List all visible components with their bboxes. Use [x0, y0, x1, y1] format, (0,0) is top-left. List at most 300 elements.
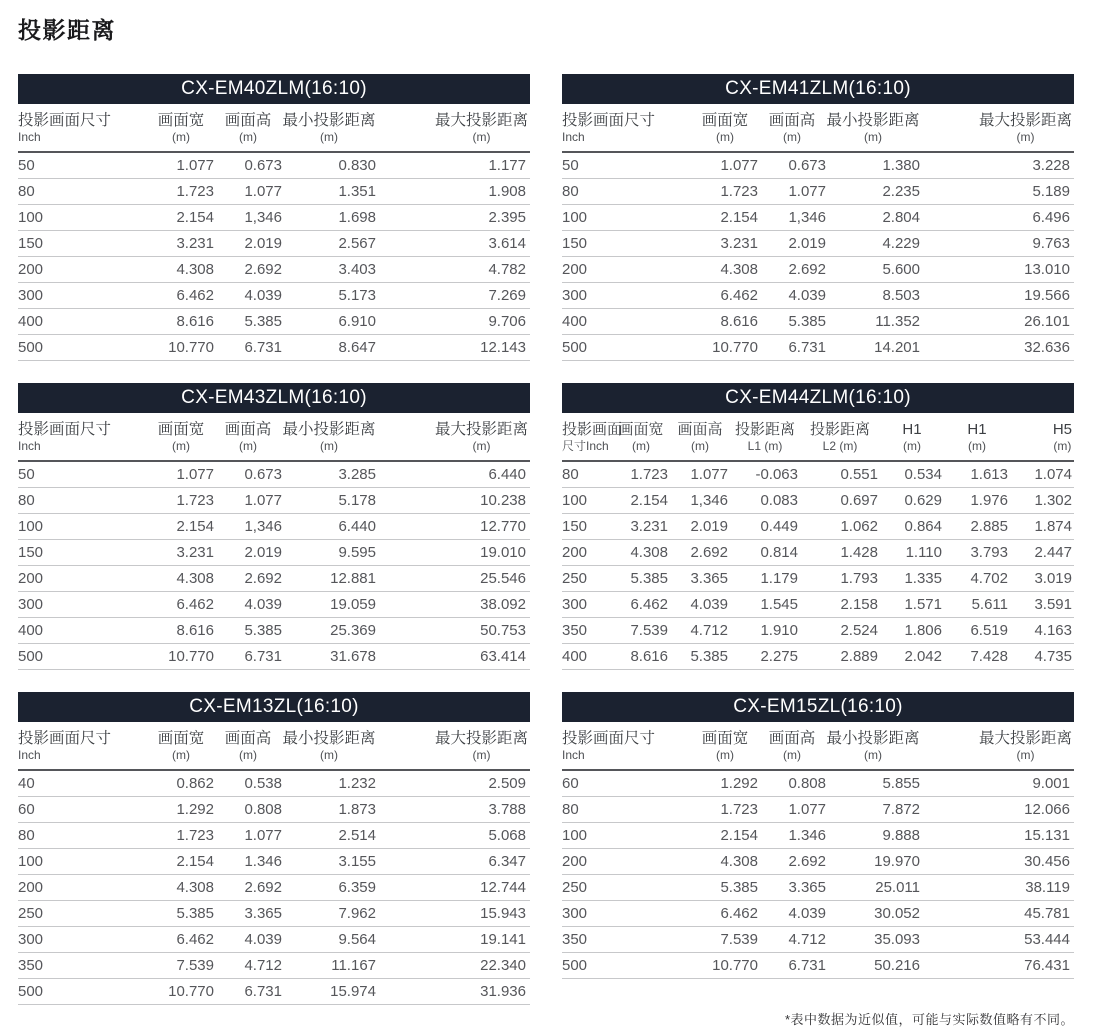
- size-cell: 500: [18, 335, 148, 361]
- column-header-unit: (m): [782, 748, 801, 762]
- table-row: [18, 979, 530, 1005]
- table-row: [562, 592, 1074, 618]
- value-cell: 3.788: [376, 797, 530, 823]
- value-cell: 4.039: [670, 592, 730, 618]
- column-header: [18, 722, 148, 770]
- column-header: [1010, 413, 1074, 461]
- value-cell: 3.591: [1010, 592, 1074, 618]
- column-header: [562, 722, 692, 770]
- column-header-label: 最大投影距离: [978, 730, 1072, 747]
- value-cell: 4.702: [944, 566, 1010, 592]
- column-header-row: [562, 104, 1074, 152]
- table-title: CX-EM41ZLM(16:10): [725, 78, 911, 99]
- value-cell: 0.534: [880, 461, 944, 488]
- size-cell: 200: [562, 849, 692, 875]
- column-header-label: 投影画面: [562, 421, 623, 438]
- value-cell: 5.385: [692, 875, 758, 901]
- value-cell: 0.538: [214, 770, 282, 797]
- value-cell: 0.697: [800, 488, 880, 514]
- value-cell: 1.346: [758, 823, 826, 849]
- value-cell: 0.551: [800, 461, 880, 488]
- value-cell: 25.369: [282, 618, 376, 644]
- value-cell: 1.910: [730, 618, 800, 644]
- value-cell: 4.163: [1010, 618, 1074, 644]
- column-header-label: 投影画面尺寸: [562, 112, 656, 129]
- value-cell: 12.770: [376, 514, 530, 540]
- value-cell: 0.673: [214, 152, 282, 179]
- value-cell: 6.731: [758, 335, 826, 361]
- value-cell: 3.155: [282, 849, 376, 875]
- size-cell: 250: [562, 566, 612, 592]
- value-cell: 8.616: [692, 309, 758, 335]
- table-row: [562, 309, 1074, 335]
- column-header-wrap: [282, 420, 375, 453]
- column-header-label: 投影画面尺寸: [18, 730, 112, 747]
- spec-table-grid: [562, 722, 1074, 979]
- value-cell: 0.808: [758, 770, 826, 797]
- table-row: [18, 540, 530, 566]
- column-header: [18, 413, 148, 461]
- value-cell: 31.678: [282, 644, 376, 670]
- value-cell: 8.616: [148, 618, 214, 644]
- value-cell: 1.077: [214, 179, 282, 205]
- value-cell: 4.308: [148, 257, 214, 283]
- value-cell: 1.077: [214, 823, 282, 849]
- value-cell: 4.039: [214, 927, 282, 953]
- table-title: CX-EM43ZLM(16:10): [181, 387, 367, 408]
- spec-table-cx-em41zlm: [562, 74, 1074, 361]
- value-cell: 5.611: [944, 592, 1010, 618]
- table-title-bar: [562, 74, 1074, 104]
- value-cell: 76.431: [920, 953, 1074, 979]
- column-header-label: 画面高: [224, 112, 272, 129]
- column-header-unit: (m): [319, 748, 338, 762]
- size-cell: 500: [562, 953, 692, 979]
- value-cell: 2.567: [282, 231, 376, 257]
- value-cell: 12.066: [920, 797, 1074, 823]
- table-row: [18, 257, 530, 283]
- size-cell: 200: [562, 540, 612, 566]
- column-header: [758, 722, 826, 770]
- value-cell: 9.595: [282, 540, 376, 566]
- value-cell: 5.385: [612, 566, 670, 592]
- column-header: [692, 722, 758, 770]
- value-cell: 30.456: [920, 849, 1074, 875]
- value-cell: 2.692: [670, 540, 730, 566]
- column-header-wrap: [18, 111, 111, 144]
- size-cell: 500: [18, 644, 148, 670]
- table-title: CX-EM15ZL(16:10): [733, 696, 903, 717]
- value-cell: 1.428: [800, 540, 880, 566]
- column-header-unit: (m): [1016, 130, 1035, 144]
- value-cell: 6.462: [612, 592, 670, 618]
- value-cell: 4.712: [670, 618, 730, 644]
- table-row: [18, 283, 530, 309]
- value-cell: 15.974: [282, 979, 376, 1005]
- column-header-wrap: [618, 420, 663, 453]
- value-cell: 1.723: [692, 179, 758, 205]
- size-cell: 350: [562, 618, 612, 644]
- value-cell: 53.444: [920, 927, 1074, 953]
- column-header-label: 画面宽: [618, 421, 664, 438]
- table-row: [18, 770, 530, 797]
- value-cell: 6.731: [214, 335, 282, 361]
- column-header-label: 最大投影距离: [434, 730, 528, 747]
- value-cell: 8.647: [282, 335, 376, 361]
- column-header-label: 画面宽: [701, 112, 749, 129]
- value-cell: 3.019: [1010, 566, 1074, 592]
- column-header-wrap: [18, 420, 111, 453]
- column-header: [562, 104, 692, 152]
- column-header-row: [562, 413, 1074, 461]
- column-header-unit: (m): [238, 130, 257, 144]
- column-header: [730, 413, 800, 461]
- tables-grid: [18, 74, 1074, 1005]
- column-header-unit: (m): [715, 130, 734, 144]
- table-row: [562, 231, 1074, 257]
- table-row: [18, 514, 530, 540]
- value-cell: 12.744: [376, 875, 530, 901]
- size-cell: 300: [18, 927, 148, 953]
- column-header-wrap: [18, 729, 111, 762]
- table-row: [562, 797, 1074, 823]
- table-row: [18, 566, 530, 592]
- size-cell: 300: [562, 901, 692, 927]
- column-header-unit: (m): [472, 130, 491, 144]
- table-row: [18, 309, 530, 335]
- column-header-unit: L2 (m): [822, 439, 858, 453]
- value-cell: 5.385: [148, 901, 214, 927]
- value-cell: 1.908: [376, 179, 530, 205]
- value-cell: 8.503: [826, 283, 920, 309]
- value-cell: 10.770: [148, 335, 214, 361]
- table-row: [18, 461, 530, 488]
- column-header-unit: (m): [863, 130, 882, 144]
- value-cell: 8.616: [612, 644, 670, 670]
- value-cell: 5.385: [670, 644, 730, 670]
- size-cell: 350: [18, 953, 148, 979]
- size-cell: 300: [562, 283, 692, 309]
- table-row: [562, 770, 1074, 797]
- column-header-wrap: [1053, 420, 1072, 453]
- value-cell: 2.019: [214, 540, 282, 566]
- column-header-unit: L1 (m): [747, 439, 783, 453]
- size-cell: 80: [562, 461, 612, 488]
- value-cell: 7.539: [148, 953, 214, 979]
- column-header-unit: Inch: [18, 439, 41, 453]
- column-header-label: 最大投影距离: [434, 421, 528, 438]
- size-cell: 150: [18, 231, 148, 257]
- value-cell: 1.723: [612, 461, 670, 488]
- spec-table-cx-em15zl: [562, 692, 1074, 979]
- column-header-label: 投影画面尺寸: [562, 730, 656, 747]
- value-cell: 1.571: [880, 592, 944, 618]
- column-header-wrap: [282, 729, 375, 762]
- column-header-label: 最大投影距离: [978, 112, 1072, 129]
- footnote: *表中数据为近似值，可能与实际数值略有不同。: [784, 1012, 1074, 1027]
- value-cell: 0.673: [758, 152, 826, 179]
- column-header: [18, 104, 148, 152]
- value-cell: 2.395: [376, 205, 530, 231]
- value-cell: 6.462: [692, 283, 758, 309]
- value-cell: 2.019: [758, 231, 826, 257]
- size-cell: 50: [18, 461, 148, 488]
- column-header-label: H1: [967, 421, 987, 438]
- value-cell: 5.385: [214, 618, 282, 644]
- column-header-label: 画面宽: [701, 730, 749, 747]
- column-header-label: 画面高: [224, 421, 272, 438]
- value-cell: 2.154: [612, 488, 670, 514]
- table-row: [18, 797, 530, 823]
- value-cell: -0.063: [730, 461, 800, 488]
- value-cell: 4.308: [148, 875, 214, 901]
- value-cell: 1.723: [692, 797, 758, 823]
- size-cell: 200: [562, 257, 692, 283]
- column-header-wrap: [158, 729, 205, 762]
- size-cell: 80: [18, 488, 148, 514]
- value-cell: 1,346: [758, 205, 826, 231]
- value-cell: 1.292: [148, 797, 214, 823]
- table-title: CX-EM44ZLM(16:10): [725, 387, 911, 408]
- value-cell: 2.804: [826, 205, 920, 231]
- value-cell: 9.888: [826, 823, 920, 849]
- value-cell: 5.173: [282, 283, 376, 309]
- table-row: [562, 283, 1074, 309]
- column-header-wrap: [702, 729, 749, 762]
- value-cell: 3.365: [214, 901, 282, 927]
- value-cell: 5.068: [376, 823, 530, 849]
- value-cell: 1.177: [376, 152, 530, 179]
- column-header-unit: (m): [238, 748, 257, 762]
- size-cell: 400: [562, 309, 692, 335]
- value-cell: 4.039: [758, 901, 826, 927]
- value-cell: 1.874: [1010, 514, 1074, 540]
- size-cell: 100: [18, 514, 148, 540]
- column-header-wrap: [435, 420, 528, 453]
- size-cell: 50: [562, 152, 692, 179]
- value-cell: 35.093: [826, 927, 920, 953]
- column-header-wrap: [967, 420, 986, 453]
- column-header-label: 投影画面尺寸: [18, 421, 112, 438]
- value-cell: 19.010: [376, 540, 530, 566]
- size-cell: 60: [18, 797, 148, 823]
- table-row: [18, 823, 530, 849]
- value-cell: 2.692: [758, 257, 826, 283]
- column-header-unit: (m): [238, 439, 257, 453]
- size-cell: 60: [562, 770, 692, 797]
- column-header-label: 最小投影距离: [282, 421, 376, 438]
- value-cell: 6.462: [692, 901, 758, 927]
- size-cell: 400: [18, 309, 148, 335]
- column-header-wrap: [702, 111, 749, 144]
- value-cell: 10.770: [692, 335, 758, 361]
- table-row: [18, 592, 530, 618]
- size-cell: 300: [18, 283, 148, 309]
- size-cell: 100: [18, 205, 148, 231]
- column-header: [282, 104, 376, 152]
- column-header-label: H5: [1052, 421, 1072, 438]
- size-cell: 100: [18, 849, 148, 875]
- column-header: [826, 104, 920, 152]
- table-title-bar: [562, 692, 1074, 722]
- table-row: [562, 953, 1074, 979]
- value-cell: 7.269: [376, 283, 530, 309]
- column-header-label: 最小投影距离: [826, 112, 920, 129]
- value-cell: 5.600: [826, 257, 920, 283]
- size-cell: 80: [562, 179, 692, 205]
- value-cell: 2.019: [214, 231, 282, 257]
- value-cell: 1.179: [730, 566, 800, 592]
- value-cell: 19.141: [376, 927, 530, 953]
- column-header: [920, 722, 1074, 770]
- table-row: [562, 514, 1074, 540]
- value-cell: 6.731: [758, 953, 826, 979]
- value-cell: 0.083: [730, 488, 800, 514]
- table-row: [562, 618, 1074, 644]
- column-header: [376, 722, 530, 770]
- value-cell: 1.723: [148, 488, 214, 514]
- column-header-wrap: [225, 111, 272, 144]
- column-header: [214, 413, 282, 461]
- column-header: [800, 413, 880, 461]
- value-cell: 4.308: [148, 566, 214, 592]
- value-cell: 10.770: [148, 644, 214, 670]
- column-header-unit: (m): [319, 439, 338, 453]
- value-cell: 30.052: [826, 901, 920, 927]
- value-cell: 2.692: [214, 875, 282, 901]
- column-header-unit: (m): [171, 748, 190, 762]
- column-header-unit: (m): [968, 439, 986, 453]
- column-header-label: 画面高: [224, 730, 272, 747]
- spec-table-grid: [562, 104, 1074, 361]
- table-row: [562, 849, 1074, 875]
- value-cell: 4.039: [214, 283, 282, 309]
- column-header-row: [18, 722, 530, 770]
- table-row: [18, 205, 530, 231]
- column-header: [880, 413, 944, 461]
- value-cell: 6.519: [944, 618, 1010, 644]
- value-cell: 6.731: [214, 644, 282, 670]
- column-header-unit: Inch: [562, 130, 585, 144]
- table-row: [18, 849, 530, 875]
- value-cell: 2.154: [148, 205, 214, 231]
- column-header-label: 画面高: [677, 421, 723, 438]
- value-cell: 3.231: [692, 231, 758, 257]
- table-row: [562, 875, 1074, 901]
- value-cell: 1.077: [670, 461, 730, 488]
- value-cell: 6.359: [282, 875, 376, 901]
- value-cell: 3.365: [670, 566, 730, 592]
- column-header-wrap: [562, 729, 655, 762]
- value-cell: 0.629: [880, 488, 944, 514]
- size-cell: 200: [18, 566, 148, 592]
- table-row: [562, 205, 1074, 231]
- value-cell: 4.308: [692, 849, 758, 875]
- table-row: [562, 257, 1074, 283]
- column-header: [670, 413, 730, 461]
- value-cell: 13.010: [920, 257, 1074, 283]
- value-cell: 6.910: [282, 309, 376, 335]
- value-cell: 4.229: [826, 231, 920, 257]
- column-header-label: 投影画面尺寸: [18, 112, 112, 129]
- value-cell: 5.189: [920, 179, 1074, 205]
- value-cell: 6.462: [148, 283, 214, 309]
- column-header-wrap: [769, 729, 816, 762]
- value-cell: 9.564: [282, 927, 376, 953]
- value-cell: 10.770: [148, 979, 214, 1005]
- column-header-unit: (m): [472, 439, 491, 453]
- column-header-label: 最大投影距离: [434, 112, 528, 129]
- column-header-unit: (m): [319, 130, 338, 144]
- value-cell: 1.346: [214, 849, 282, 875]
- size-cell: 200: [18, 875, 148, 901]
- column-header: [826, 722, 920, 770]
- spec-table-cx-em13zl: [18, 692, 530, 1005]
- column-header-label: 画面宽: [157, 421, 205, 438]
- value-cell: 7.872: [826, 797, 920, 823]
- value-cell: 10.238: [376, 488, 530, 514]
- value-cell: 1,346: [214, 205, 282, 231]
- column-header-wrap: [810, 420, 870, 453]
- column-header-unit: Inch: [562, 748, 585, 762]
- value-cell: 3.365: [758, 875, 826, 901]
- size-cell: 350: [562, 927, 692, 953]
- value-cell: 9.001: [920, 770, 1074, 797]
- table-row: [562, 566, 1074, 592]
- size-cell: 100: [562, 205, 692, 231]
- value-cell: 6.496: [920, 205, 1074, 231]
- value-cell: 4.308: [692, 257, 758, 283]
- table-row: [18, 618, 530, 644]
- value-cell: 2.019: [670, 514, 730, 540]
- value-cell: 2.235: [826, 179, 920, 205]
- value-cell: 1.077: [758, 179, 826, 205]
- value-cell: 3.228: [920, 152, 1074, 179]
- table-row: [562, 335, 1074, 361]
- column-header-unit: (m): [903, 439, 921, 453]
- column-header-wrap: [562, 420, 622, 453]
- value-cell: 1.335: [880, 566, 944, 592]
- value-cell: 1.806: [880, 618, 944, 644]
- value-cell: 5.178: [282, 488, 376, 514]
- size-cell: 500: [562, 335, 692, 361]
- table-row: [18, 875, 530, 901]
- table-row: [18, 152, 530, 179]
- value-cell: 5.385: [214, 309, 282, 335]
- value-cell: 2.154: [148, 849, 214, 875]
- table-title-bar: [562, 383, 1074, 413]
- value-cell: 1,346: [214, 514, 282, 540]
- value-cell: 4.308: [612, 540, 670, 566]
- value-cell: 1.077: [758, 797, 826, 823]
- column-header: [758, 104, 826, 152]
- value-cell: 6.440: [376, 461, 530, 488]
- value-cell: 2.447: [1010, 540, 1074, 566]
- spec-table-grid: [18, 722, 530, 1005]
- spec-table-cx-em44zlm: [562, 383, 1074, 670]
- value-cell: 4.712: [214, 953, 282, 979]
- value-cell: 3.403: [282, 257, 376, 283]
- value-cell: 6.462: [148, 592, 214, 618]
- value-cell: 0.673: [214, 461, 282, 488]
- value-cell: 50.753: [376, 618, 530, 644]
- column-header-label: 投影距离: [809, 421, 870, 438]
- column-header-label: 画面高: [768, 730, 816, 747]
- column-header-row: [18, 104, 530, 152]
- value-cell: 15.943: [376, 901, 530, 927]
- size-cell: 300: [562, 592, 612, 618]
- table-title: CX-EM40ZLM(16:10): [181, 78, 367, 99]
